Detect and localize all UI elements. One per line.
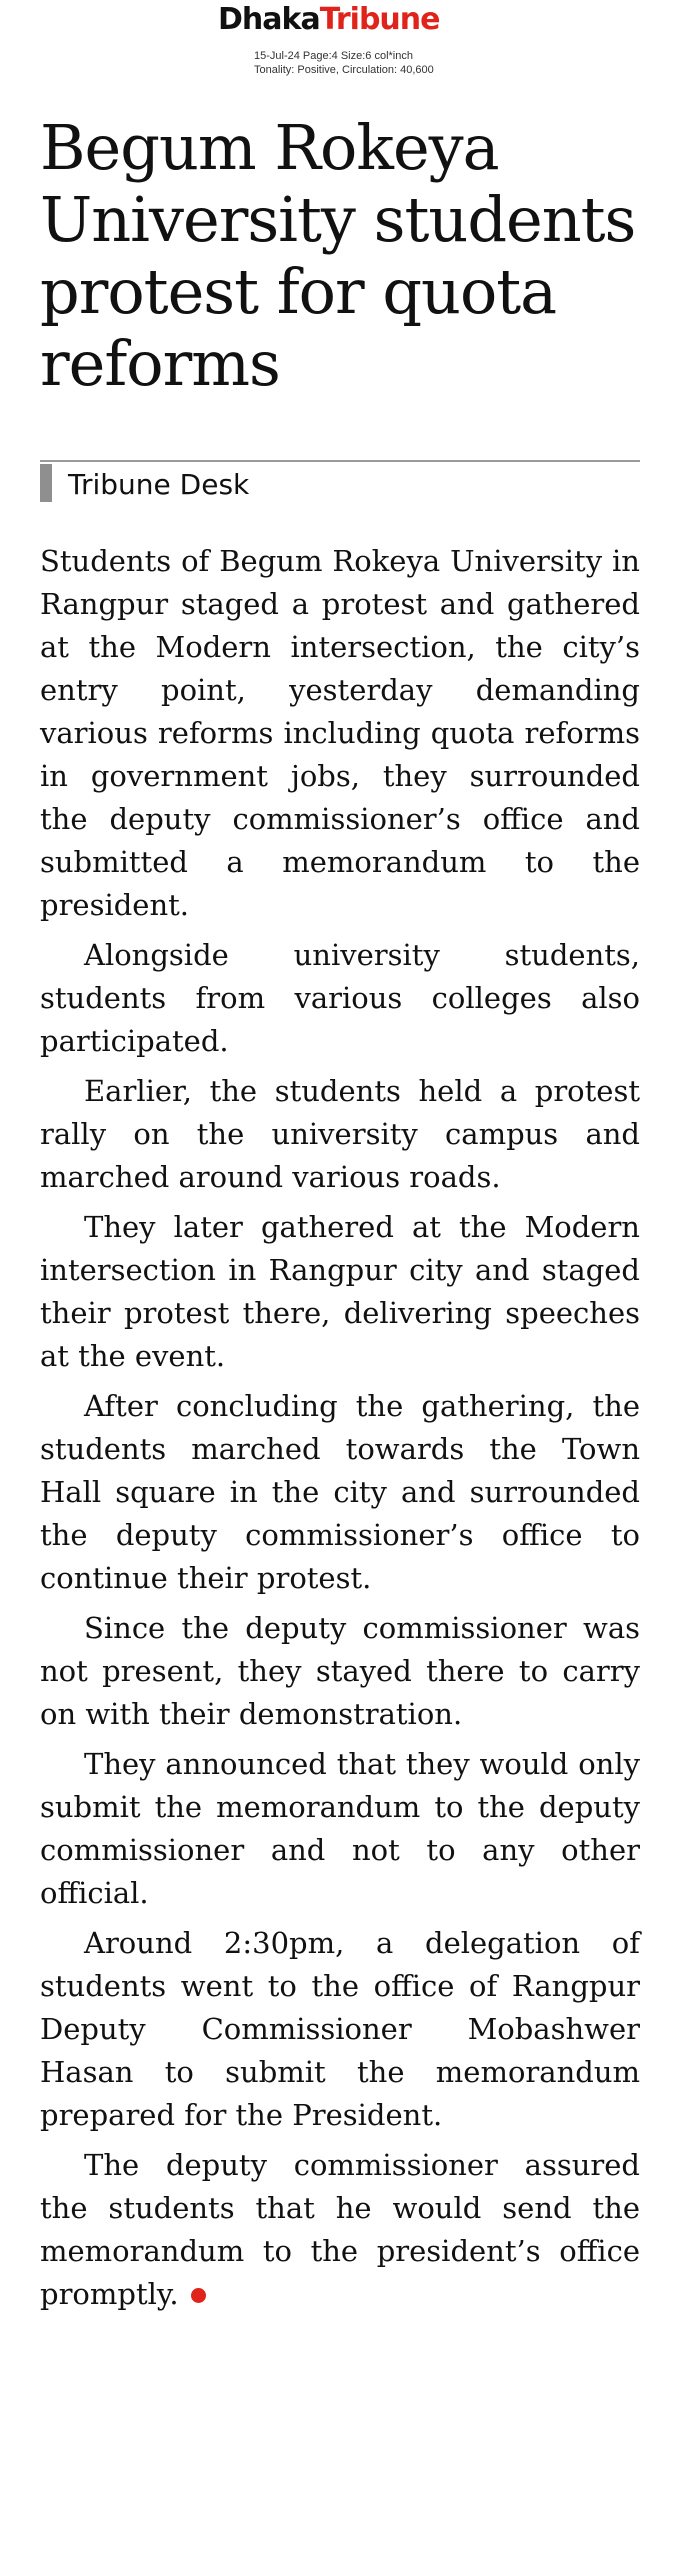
article-byline: Tribune Desk: [68, 468, 250, 501]
logo-dhaka: Dhaka: [218, 2, 320, 37]
clipping-meta-date: 15-Jul-24 Page:4 Size:6 col*inch: [254, 50, 413, 62]
article-paragraph: Since the deputy commissioner was not present, they stayed there to carry on with their demonstration.: [40, 1611, 640, 1731]
article-paragraph: Earlier, the students held a protest rally on the university campus and marched around various roads.: [40, 1074, 640, 1194]
headline-divider: [40, 460, 640, 462]
article-paragraph: Students of Begum Rokeya University in Rangpur staged a protest and gathered at the Modern intersection, the city’s entry point, yesterday demanding various reforms including quota reforms in government jobs, they surrounded the deputy commissioner’s office and submitted a memorandum to the president.: [40, 544, 640, 922]
logo-tribune: Tribune: [319, 2, 440, 37]
article-paragraph: Alongside university students, students from various colleges also participated.: [40, 938, 640, 1058]
dhaka-tribune-logo: [218, 2, 440, 37]
article-paragraph: The deputy commissioner assured the students that he would send the memorandum to the president’s office promptly.: [40, 2148, 640, 2311]
article-paragraph: They later gathered at the Modern intersection in Rangpur city and staged their protest there, delivering speeches at the event.: [40, 1210, 640, 1373]
article-body: [40, 540, 640, 2323]
article-paragraph: Around 2:30pm, a delegation of students went to the office of Rangpur Deputy Commissioner Mobashwer Hasan to submit the memorandum prepared for the President.: [40, 1926, 640, 2132]
article-paragraph: They announced that they would only submit the memorandum to the deputy commissioner and not to any other official.: [40, 1747, 640, 1910]
article-headline: Begum Rokeya University students protest for quota reforms: [40, 111, 636, 400]
clipping-meta-tonality: Tonality: Positive, Circulation: 40,600: [254, 64, 434, 76]
end-of-article-dot-icon: [191, 2288, 206, 2303]
byline-marker: [40, 464, 52, 502]
article-paragraph: After concluding the gathering, the students marched towards the Town Hall square in the city and surrounded the deputy commissioner’s office to continue their protest.: [40, 1389, 640, 1595]
